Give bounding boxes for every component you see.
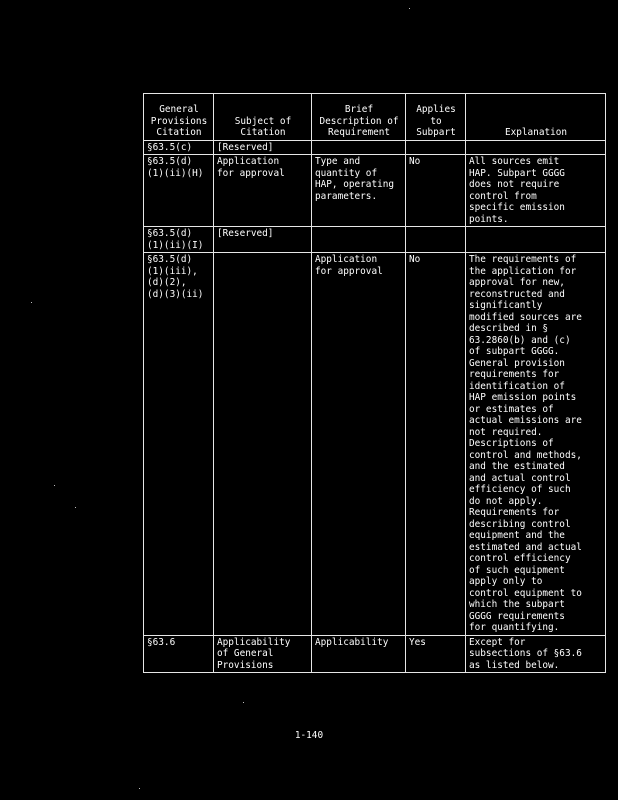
cell-subject: Applicability of General Provisions: [214, 635, 312, 673]
cell-applies: No: [406, 155, 466, 227]
cell-description: [312, 227, 406, 253]
cell-description: [312, 140, 406, 155]
cell-applies: [406, 140, 466, 155]
header-citation: General Provisions Citation: [144, 94, 214, 141]
header-subject: Subject of Citation: [214, 94, 312, 141]
table-row: [144, 140, 606, 155]
table-row: [144, 253, 606, 636]
cell-subject: [Reserved]: [214, 227, 312, 253]
page-number: 1-140: [294, 730, 324, 741]
scan-speck: [139, 788, 140, 789]
cell-explanation: The requirements of the application for approval for new, reconstructed and significantly modified sources are described in § 63.2860(b) and (c) of subpart GGGG. General provision requirements for identification of HAP emission points or estimates of actual emissions are not required. Descriptions of control and methods, and the estimated and actual control efficiency of such do not apply. Requirements for describing control equipment and the estimated and actual control efficiency of such equipment apply only to control equipment to which the subpart GGGG requirements for quantifying.: [466, 253, 606, 636]
cell-description: Applicability: [312, 635, 406, 673]
cell-subject: [214, 253, 312, 636]
cell-explanation: Except for subsections of §63.6 as listed below.: [466, 635, 606, 673]
cell-citation: §63.5(d) (1)(iii), (d)(2), (d)(3)(ii): [144, 253, 214, 636]
cell-explanation: [466, 227, 606, 253]
cell-applies: Yes: [406, 635, 466, 673]
table-row: [144, 635, 606, 673]
cell-citation: §63.5(d) (1)(ii)(I): [144, 227, 214, 253]
header-explanation: Explanation: [466, 94, 606, 141]
cell-explanation: All sources emit HAP. Subpart GGGG does not require control from specific emission points.: [466, 155, 606, 227]
cell-subject: [Reserved]: [214, 140, 312, 155]
scan-speck: [75, 507, 76, 508]
cell-citation: §63.6: [144, 635, 214, 673]
header-applies: Applies to Subpart: [406, 94, 466, 141]
table-row: [144, 227, 606, 253]
scan-speck: [243, 702, 244, 703]
scan-speck: [31, 302, 32, 303]
cell-subject: Application for approval: [214, 155, 312, 227]
table-row: [144, 155, 606, 227]
cell-description: Type and quantity of HAP, operating parameters.: [312, 155, 406, 227]
scan-speck: [54, 485, 55, 486]
cell-applies: No: [406, 253, 466, 636]
header-description: Brief Description of Requirement: [312, 94, 406, 141]
scan-speck: [409, 8, 410, 9]
table-header-row: [144, 94, 606, 141]
cell-citation: §63.5(c): [144, 140, 214, 155]
cell-applies: [406, 227, 466, 253]
cell-citation: §63.5(d) (1)(ii)(H): [144, 155, 214, 227]
provisions-table: [143, 93, 606, 673]
cell-description: Application for approval: [312, 253, 406, 636]
cell-explanation: [466, 140, 606, 155]
